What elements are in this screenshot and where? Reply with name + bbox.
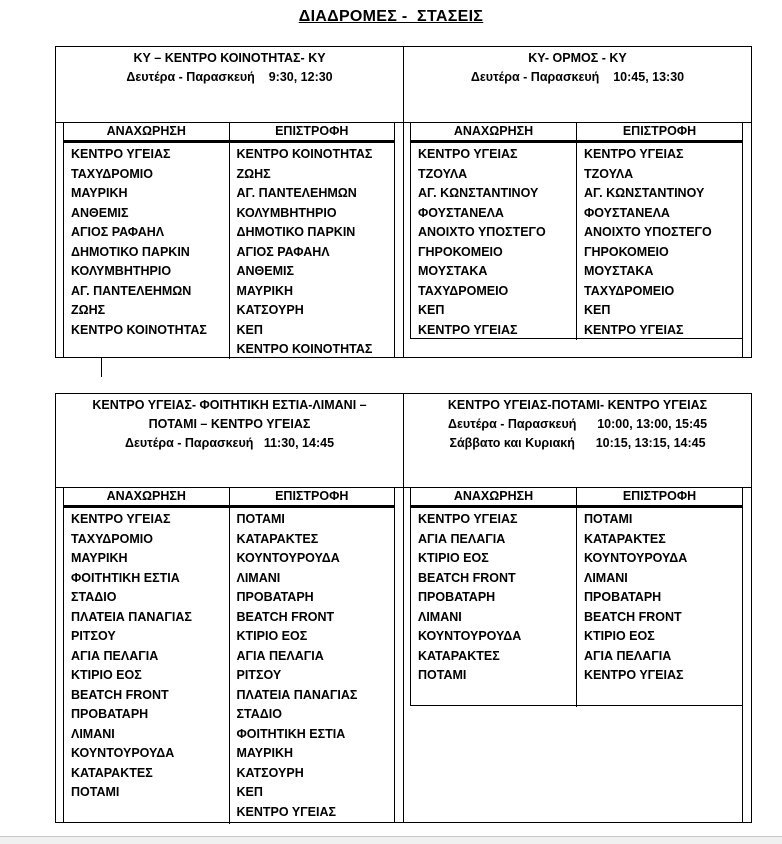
stop-item: ΔΗΜΟΤΙΚΟ ΠΑΡΚΙΝ: [71, 244, 190, 259]
table-header: [411, 123, 742, 143]
stop-item: ΠΟΤΑΜΙ: [584, 512, 633, 526]
stop-item: ΑΓΙΑ ΠΕΛΑΓΙΑ: [236, 648, 324, 663]
column-header-departure: ΑΝΑΧΩΡΗΣΗ: [64, 488, 230, 505]
stop-item: ΛΙΜΑΝΙ: [418, 609, 462, 624]
divider: [742, 487, 752, 488]
stop-item: ΑΓΙΟΣ ΡΑΦΑΗΛ: [236, 244, 330, 259]
stop-item: ΚΕΝΤΡΟ ΥΓΕΙΑΣ: [418, 512, 518, 526]
stop-item: ΤΖΟΥΛΑ: [584, 166, 634, 181]
column-header-departure: ΑΝΑΧΩΡΗΣΗ: [411, 488, 577, 505]
divider: [394, 122, 410, 123]
stop-item: ΚΕΠ: [236, 785, 263, 799]
divider: [742, 122, 752, 123]
table-body: [411, 143, 742, 340]
stop-item: ΚΕΝΤΡΟ ΚΟΙΝΟΤΗΤΑΣ: [236, 147, 373, 161]
route-name: ΚΥ- ΟΡΜΟΣ - ΚΥ: [528, 51, 627, 65]
document-title: ΔΙΑΔΡΟΜΕΣ - ΣΤΑΣΕΙΣ: [298, 8, 484, 25]
stop-item: ΚΕΝΤΡΟ ΥΓΕΙΑΣ: [584, 668, 684, 682]
stop-item: ΚΕΠ: [418, 303, 445, 317]
stop-item: ΑΓΙΑ ΠΕΛΑΓΙΑ: [418, 531, 506, 546]
stop-item: ΚΑΤΑΡΑΚΤΕΣ: [236, 531, 319, 546]
divider: [394, 487, 410, 488]
stop-item: ΜΟΥΣΤΑΚΑ: [584, 264, 654, 278]
stop-item: ΚΕΠ: [584, 303, 611, 317]
stops-table-route-4: [410, 487, 743, 706]
stop-item: ΠΛΑΤΕΙΑ ΠΑΝΑΓΙΑΣ: [71, 609, 192, 624]
stop-item: ΑΓ. ΠΑΝΤΕΛΕΗΜΩΝ: [236, 186, 357, 200]
stop-item: ΠΡΟΒΑΤΑΡΗ: [236, 590, 314, 604]
departure-stops: [64, 143, 230, 359]
stop-item: ΚΕΝΤΡΟ ΚΟΙΝΟΤΗΤΑΣ: [236, 342, 373, 356]
stop-item: ΛΙΜΑΝΙ: [71, 726, 115, 741]
stop-item: ΔΗΜΟΤΙΚΟ ΠΑΡΚΙΝ: [236, 225, 356, 239]
divider: [55, 122, 63, 123]
route-name-line2: ΠΟΤΑΜΙ – ΚΕΝΤΡΟ ΥΓΕΙΑΣ: [148, 417, 311, 431]
stop-item: ΠΛΑΤΕΙΑ ΠΑΝΑΓΙΑΣ: [236, 687, 358, 702]
stop-item: BEATCH FRONT: [418, 570, 516, 585]
stop-item: ΚΕΝΤΡΟ ΥΓΕΙΑΣ: [71, 147, 171, 161]
stops-table-route-2: [410, 122, 743, 339]
stop-item: ΠΡΟΒΑΤΑΡΗ: [71, 707, 149, 721]
stop-item: ΠΟΤΑΜΙ: [418, 668, 467, 682]
stop-item: ΓΗΡΟΚΟΜΕΙΟ: [418, 244, 503, 259]
stop-item: ΦΟΥΣΤΑΝΕΛΑ: [418, 205, 504, 220]
stop-item: ΚΑΤΑΡΑΚΤΕΣ: [418, 648, 500, 663]
route-name: ΚΥ – ΚΕΝΤΡΟ ΚΟΙΝΟΤΗΤΑΣ- ΚΥ: [133, 51, 326, 65]
stop-item: ΑΝΘΕΜΙΣ: [71, 205, 129, 220]
stop-item: ΠΡΟΒΑΤΑΡΗ: [584, 590, 662, 604]
table-body: [64, 508, 394, 824]
column-header-departure: ΑΝΑΧΩΡΗΣΗ: [64, 123, 230, 140]
stop-item: ΡΙΤΣΟΥ: [71, 629, 116, 643]
stop-item: ΑΓΙΑ ΠΕΛΑΓΙΑ: [71, 648, 159, 663]
column-header-return: ΕΠΙΣΤΡΟΦΗ: [275, 124, 349, 138]
stop-item: ΠΟΤΑΜΙ: [236, 512, 285, 526]
stop-item: ΤΑΧΥΔΡΟΜΕΙΟ: [584, 283, 675, 298]
stop-item: ΜΑΥΡΙΚΗ: [71, 186, 128, 200]
column-header-return: ΕΠΙΣΤΡΟΦΗ: [275, 489, 349, 503]
departure-stops: [411, 143, 577, 340]
stop-item: ΚΟΥΝΤΟΥΡΟΥΔΑ: [236, 551, 340, 565]
stop-item: ΖΩΗΣ: [71, 303, 106, 317]
stop-item: ΑΝΟΙΧΤΟ ΥΠΟΣΤΕΓΟ: [584, 225, 712, 239]
route-schedule: Δευτέρα - Παρασκευή 10:00, 13:00, 15:45: [447, 417, 708, 431]
stop-item: ΚΤΙΡΙΟ ΕΟΣ: [418, 551, 489, 565]
stop-item: ΚΟΥΝΤΟΥΡΟΥΔΑ: [584, 551, 688, 565]
text-cursor-line: [101, 358, 102, 377]
stop-item: ΚΕΝΤΡΟ ΥΓΕΙΑΣ: [71, 512, 171, 526]
stop-item: ΤΑΧΥΔΡΟΜΙΟ: [71, 166, 153, 181]
stop-item: ΑΓΙΟΣ ΡΑΦΑΗΛ: [71, 225, 165, 239]
stop-item: ΤΑΧΥΔΡΟΜΙΟ: [71, 531, 153, 546]
route-name: ΚΕΝΤΡΟ ΥΓΕΙΑΣ-ΠΟΤΑΜΙ- ΚΕΝΤΡΟ ΥΓΕΙΑΣ: [447, 398, 708, 412]
stop-item: ΦΟΙΤΗΤΙΚΗ ΕΣΤΙΑ: [71, 570, 180, 585]
stop-item: ΛΙΜΑΝΙ: [236, 570, 281, 585]
stops-table-route-3: [63, 487, 395, 823]
stop-item: ΑΓ. ΚΩΝΣΤΑΝΤΙΝΟΥ: [418, 186, 539, 200]
stop-item: BEATCH FRONT: [236, 609, 335, 624]
column-header-departure: ΑΝΑΧΩΡΗΣΗ: [411, 123, 577, 140]
stop-item: ΚΕΝΤΡΟ ΚΟΙΝΟΤΗΤΑΣ: [71, 322, 207, 337]
route-schedule: Δευτέρα - Παρασκευή 9:30, 12:30: [126, 70, 333, 84]
return-stops: [577, 143, 742, 340]
route-schedule: Σάββατο και Κυριακή 10:15, 13:15, 14:45: [449, 436, 706, 450]
stop-item: ΚΑΤΣΟΥΡΗ: [236, 303, 304, 317]
divider: [55, 487, 63, 488]
route-header: [404, 47, 751, 87]
stop-item: ΚΕΝΤΡΟ ΥΓΕΙΑΣ: [418, 147, 518, 161]
stop-item: ΓΗΡΟΚΟΜΕΙΟ: [584, 244, 669, 259]
stop-item: ΖΩΗΣ: [236, 166, 271, 181]
stop-item: ΑΓΙΑ ΠΕΛΑΓΙΑ: [584, 648, 672, 663]
table-header: [64, 488, 394, 508]
stop-item: ΤΖΟΥΛΑ: [418, 166, 468, 181]
stop-item: ΜΑΥΡΙΚΗ: [71, 551, 128, 565]
stop-item: ΚΕΝΤΡΟ ΥΓΕΙΑΣ: [418, 322, 518, 337]
table-body: [411, 508, 742, 707]
stop-item: ΚΟΛΥΜΒΗΤΗΡΙΟ: [71, 264, 172, 278]
stop-item: ΠΡΟΒΑΤΑΡΗ: [418, 590, 496, 604]
stop-item: ΦΟΙΤΗΤΙΚΗ ΕΣΤΙΑ: [236, 726, 346, 741]
stop-item: ΜΟΥΣΤΑΚΑ: [418, 264, 488, 278]
stop-item: BEATCH FRONT: [71, 687, 169, 702]
route-header: [56, 47, 403, 87]
stop-item: ΚΤΙΡΙΟ ΕΟΣ: [236, 629, 308, 643]
stop-item: ΚΤΙΡΙΟ ΕΟΣ: [71, 668, 142, 682]
table-header: [64, 123, 394, 143]
stop-item: ΦΟΥΣΤΑΝΕΛΑ: [584, 205, 670, 220]
stop-item: ΚΟΛΥΜΒΗΤΗΡΙΟ: [236, 205, 337, 220]
route-header: [56, 394, 403, 453]
stop-item: ΚΑΤΣΟΥΡΗ: [236, 765, 304, 780]
stop-item: ΣΤΑΔΙΟ: [71, 590, 117, 604]
stop-item: ΡΙΤΣΟΥ: [236, 668, 282, 682]
departure-stops: [411, 508, 577, 707]
return-stops: [230, 508, 395, 824]
stop-item: ΚΤΙΡΙΟ ΕΟΣ: [584, 629, 655, 643]
column-header-return: ΕΠΙΣΤΡΟΦΗ: [622, 124, 697, 138]
return-stops: [230, 143, 395, 360]
stop-item: ΚΕΠ: [236, 322, 263, 337]
stop-item: ΤΑΧΥΔΡΟΜΕΙΟ: [418, 283, 509, 298]
departure-stops: [64, 508, 230, 824]
stop-item: ΑΓ. ΚΩΝΣΤΑΝΤΙΝΟΥ: [584, 186, 705, 200]
table-header: [411, 488, 742, 508]
stop-item: ΚΕΝΤΡΟ ΥΓΕΙΑΣ: [236, 804, 337, 819]
column-header-return: ΕΠΙΣΤΡΟΦΗ: [622, 489, 697, 503]
return-stops: [577, 508, 742, 707]
stop-item: ΣΤΑΔΙΟ: [236, 707, 282, 721]
stop-item: ΚΑΤΑΡΑΚΤΕΣ: [71, 765, 153, 780]
stop-item: ΜΑΥΡΙΚΗ: [236, 746, 294, 760]
route-schedule: Δευτέρα - Παρασκευή 10:45, 13:30: [470, 70, 685, 84]
route-schedule: Δευτέρα - Παρασκευή 11:30, 14:45: [124, 436, 335, 450]
stop-item: ΑΝΘΕΜΙΣ: [236, 264, 295, 278]
stop-item: ΚΟΥΝΤΟΥΡΟΥΔΑ: [418, 629, 522, 643]
stop-item: ΛΙΜΑΝΙ: [584, 570, 628, 585]
stop-item: ΑΝΟΙΧΤΟ ΥΠΟΣΤΕΓΟ: [418, 225, 546, 239]
stop-item: ΚΕΝΤΡΟ ΥΓΕΙΑΣ: [584, 322, 684, 337]
table-body: [64, 143, 394, 360]
stop-item: ΚΑΤΑΡΑΚΤΕΣ: [584, 531, 666, 546]
stops-table-route-1: [63, 122, 395, 358]
stop-item: BEATCH FRONT: [584, 609, 682, 624]
stop-item: ΚΟΥΝΤΟΥΡΟΥΔΑ: [71, 746, 175, 760]
route-header: [404, 394, 751, 453]
stop-item: ΜΑΥΡΙΚΗ: [236, 283, 294, 298]
route-name: ΚΕΝΤΡΟ ΥΓΕΙΑΣ- ΦΟΙΤΗΤΙΚΗ ΕΣΤΙΑ-ΛΙΜΑΝΙ –: [92, 398, 367, 412]
stop-item: ΚΕΝΤΡΟ ΥΓΕΙΑΣ: [584, 147, 684, 161]
stop-item: ΑΓ. ΠΑΝΤΕΛΕΗΜΩΝ: [71, 283, 192, 298]
stop-item: ΠΟΤΑΜΙ: [71, 785, 120, 799]
